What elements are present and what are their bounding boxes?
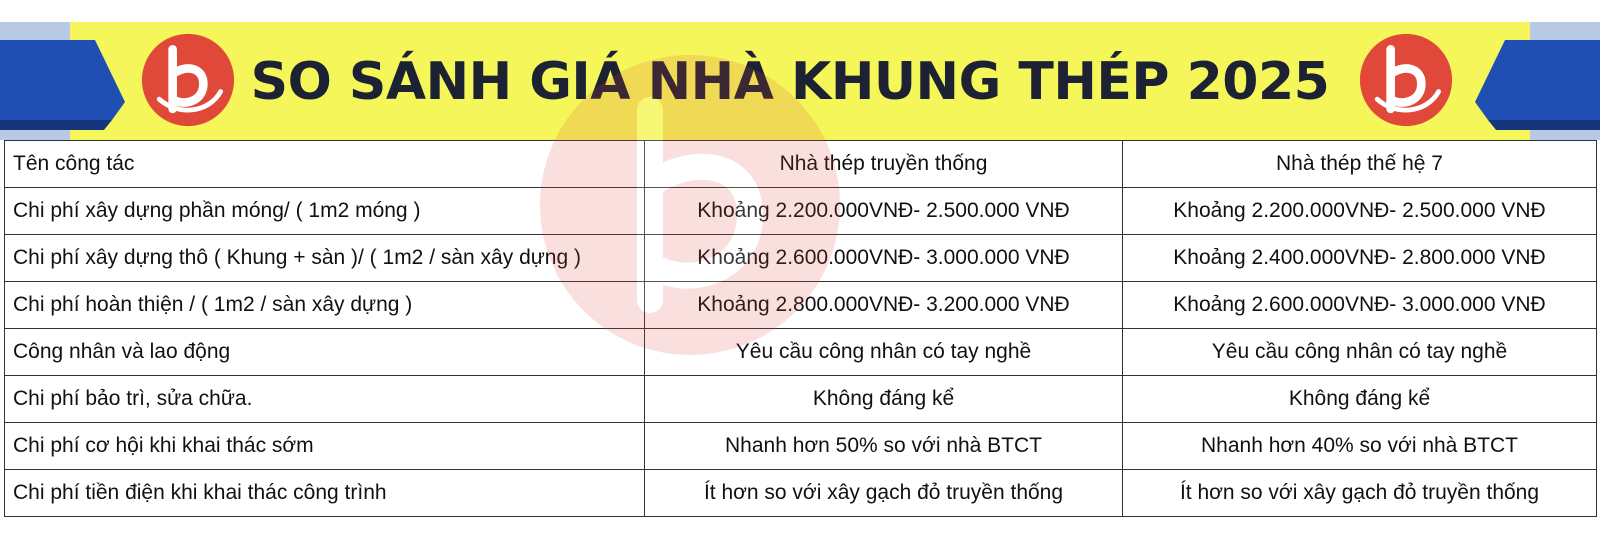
- table-cell: Chi phí cơ hội khi khai thác sớm: [5, 423, 645, 470]
- table-cell: Khoảng 2.200.000VNĐ- 2.500.000 VNĐ: [1123, 188, 1597, 235]
- table-cell: Ít hơn so với xây gạch đỏ truyền thống: [645, 470, 1123, 517]
- table-cell: Yêu cầu công nhân có tay nghề: [1123, 329, 1597, 376]
- table-header-row: [5, 141, 1597, 188]
- table-cell: Công nhân và lao động: [5, 329, 645, 376]
- header-cell: Nhà thép thế hệ 7: [1123, 141, 1597, 188]
- table-cell: Không đáng kể: [1123, 376, 1597, 423]
- ribbon-right-decoration: [1470, 40, 1600, 130]
- table-row: [5, 282, 1597, 329]
- comparison-table: [4, 140, 1597, 517]
- table-cell: Khoảng 2.200.000VNĐ- 2.500.000 VNĐ: [645, 188, 1123, 235]
- table-row: [5, 235, 1597, 282]
- table-cell: Ít hơn so với xây gạch đỏ truyền thống: [1123, 470, 1597, 517]
- table-row: [5, 470, 1597, 517]
- table-row: [5, 423, 1597, 470]
- table-cell: Khoảng 2.400.000VNĐ- 2.800.000 VNĐ: [1123, 235, 1597, 282]
- table-row: [5, 376, 1597, 423]
- table-row: [5, 329, 1597, 376]
- table-cell: Chi phí xây dựng phần móng/ ( 1m2 móng ): [5, 188, 645, 235]
- b-logo-icon: [140, 32, 236, 128]
- ribbon-left-decoration: [0, 40, 130, 130]
- table-cell: Không đáng kể: [645, 376, 1123, 423]
- table-cell: Yêu cầu công nhân có tay nghề: [645, 329, 1123, 376]
- b-logo-icon: [1358, 32, 1454, 128]
- table-cell: Chi phí xây dựng thô ( Khung + sàn )/ ( 1m2 / sàn xây dựng ): [5, 235, 645, 282]
- table-cell: Chi phí hoàn thiện / ( 1m2 / sàn xây dựng ): [5, 282, 645, 329]
- header-cell: Tên công tác: [5, 141, 645, 188]
- table-cell: Nhanh hơn 40% so với nhà BTCT: [1123, 423, 1597, 470]
- table-cell: Khoảng 2.600.000VNĐ- 3.000.000 VNĐ: [645, 235, 1123, 282]
- page-title: SO SÁNH GIÁ NHÀ KHUNG THÉP 2025: [250, 52, 1330, 112]
- table-cell: Khoảng 2.600.000VNĐ- 3.000.000 VNĐ: [1123, 282, 1597, 329]
- banner: [0, 0, 1600, 140]
- table-cell: Khoảng 2.800.000VNĐ- 3.200.000 VNĐ: [645, 282, 1123, 329]
- table-row: [5, 188, 1597, 235]
- table-cell: Chi phí tiền điện khi khai thác công trình: [5, 470, 645, 517]
- table-cell: Nhanh hơn 50% so với nhà BTCT: [645, 423, 1123, 470]
- header-cell: Nhà thép truyền thống: [645, 141, 1123, 188]
- table-cell: Chi phí bảo trì, sửa chữa.: [5, 376, 645, 423]
